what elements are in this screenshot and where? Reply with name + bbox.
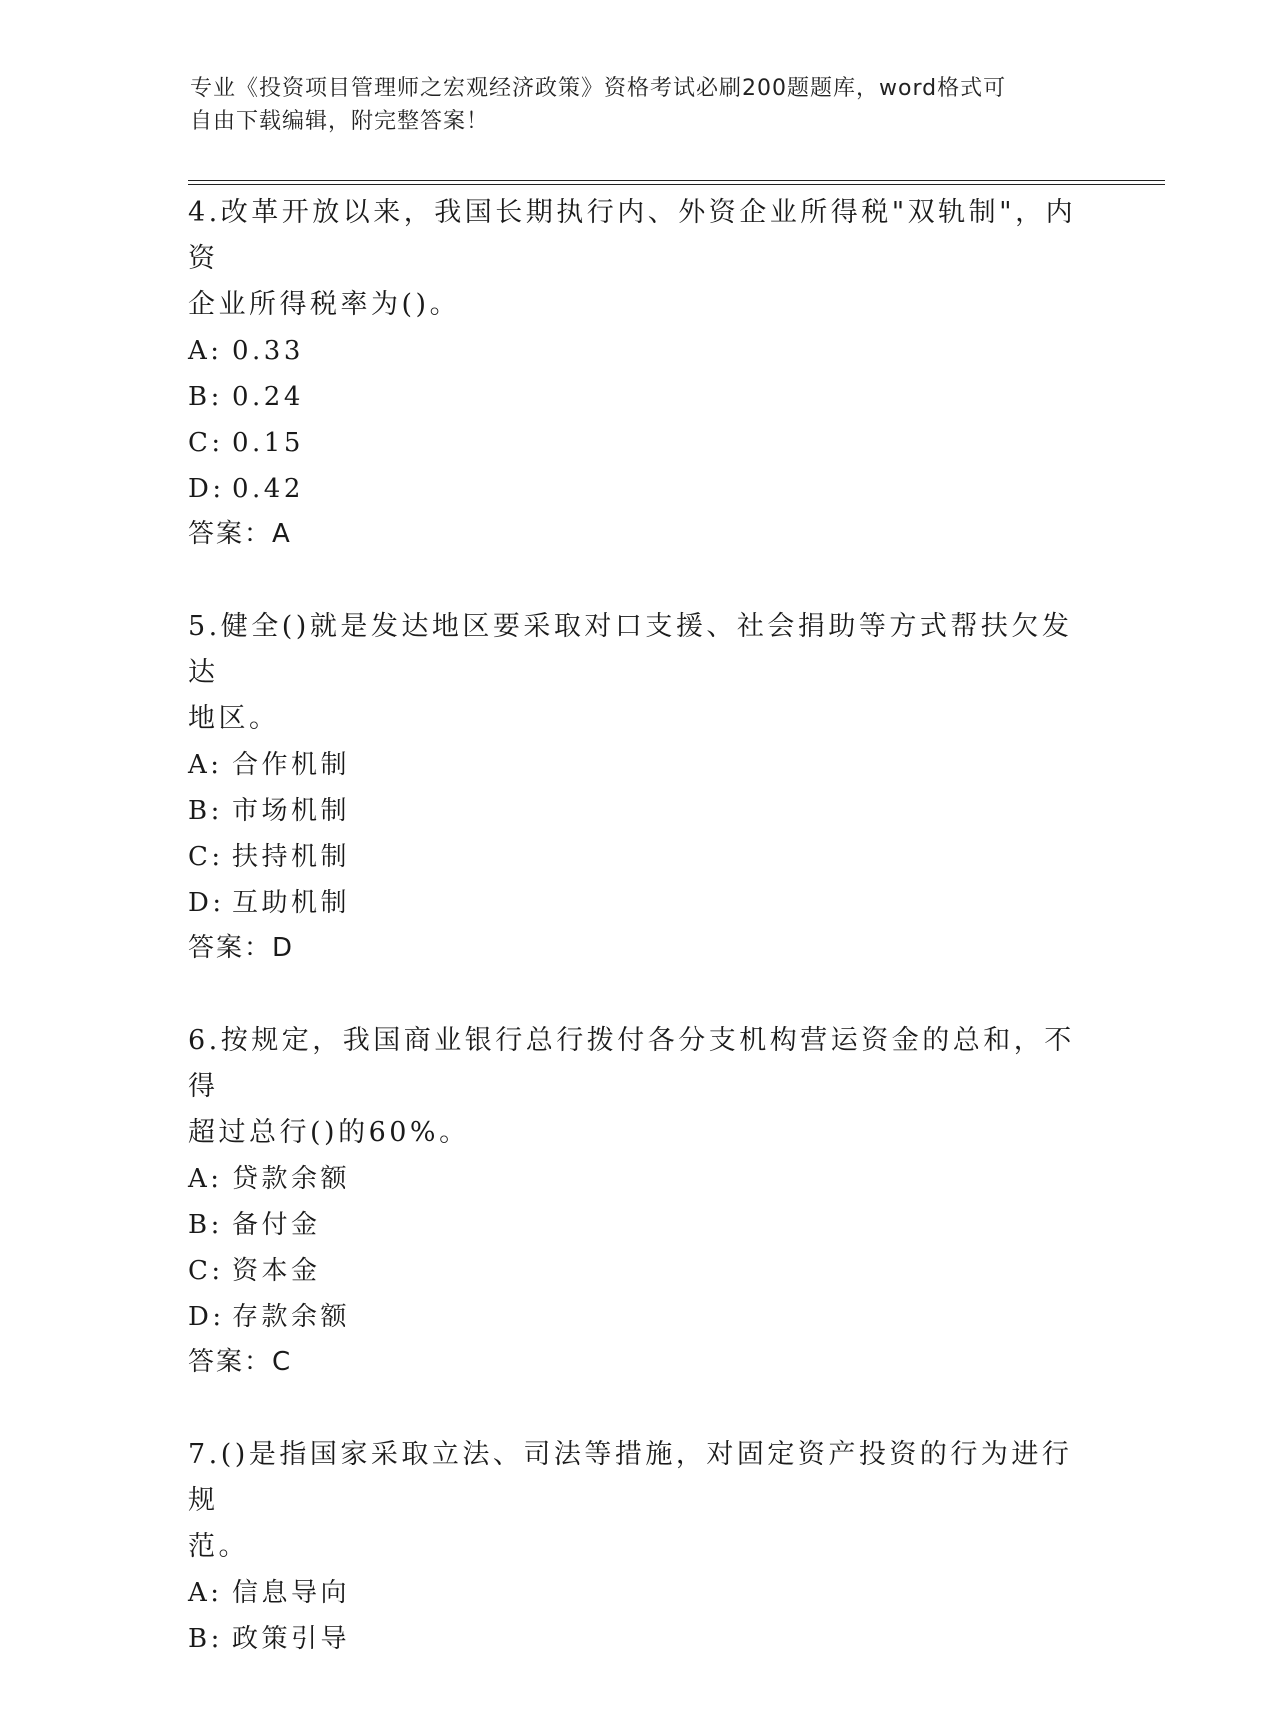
- option-text: 市场机制: [232, 796, 351, 826]
- option-letter: C:: [188, 428, 224, 458]
- question-stem-line: 4.改革开放以来，我国长期执行内、外资企业所得税"双轨制"，内资: [188, 197, 1077, 274]
- option-letter: D:: [188, 1302, 225, 1332]
- question-stem-line: 6.按规定，我国商业银行总行拨付各分支机构营运资金的总和，不得: [188, 1025, 1075, 1102]
- option-text: 0.24: [232, 382, 304, 412]
- option-letter: C:: [188, 1256, 224, 1286]
- question-stem-line: 5.健全()就是发达地区要采取对口支援、社会捐助等方式帮扶欠发达: [188, 611, 1073, 688]
- option-a: [188, 1570, 1088, 1616]
- option-text: 贷款余额: [232, 1164, 351, 1194]
- question-stem-line: 范。: [188, 1531, 249, 1562]
- option-letter: A:: [188, 1164, 223, 1194]
- option-letter: B:: [188, 796, 223, 826]
- option-letter: B:: [188, 382, 223, 412]
- option-text: 0.42: [232, 474, 304, 504]
- option-text: 资本金: [232, 1256, 321, 1286]
- option-a: [188, 1156, 1088, 1202]
- option-letter: B:: [188, 1624, 223, 1654]
- option-letter: A:: [188, 1578, 223, 1608]
- answer-line: 答案：D: [188, 933, 295, 963]
- question-list: [188, 190, 1088, 1710]
- question-5: [188, 604, 1088, 970]
- option-c: [188, 1248, 1088, 1294]
- option-text: 备付金: [232, 1210, 321, 1240]
- option-letter: C:: [188, 842, 224, 872]
- document-header: [190, 72, 1080, 138]
- question-stem-line: 超过总行()的60%。: [188, 1117, 470, 1148]
- option-a: [188, 328, 1088, 374]
- header-divider: [188, 180, 1165, 185]
- question-stem-line: 地区。: [188, 703, 280, 734]
- option-text: 政策引导: [232, 1624, 351, 1654]
- option-c: [188, 420, 1088, 466]
- option-letter: A:: [188, 336, 223, 366]
- option-b: [188, 788, 1088, 834]
- answer-line: 答案：A: [188, 519, 292, 549]
- option-letter: B:: [188, 1210, 223, 1240]
- question-stem-line: 7.()是指国家采取立法、司法等措施，对固定资产投资的行为进行规: [188, 1439, 1073, 1516]
- question-7: [188, 1432, 1088, 1662]
- option-b: [188, 374, 1088, 420]
- option-text: 信息导向: [232, 1578, 351, 1608]
- option-text: 存款余额: [232, 1302, 351, 1332]
- question-stem-line: 企业所得税率为()。: [188, 289, 461, 320]
- header-line-1: 专业《投资项目管理师之宏观经济政策》资格考试必刷200题题库，word格式可: [190, 76, 1007, 101]
- question-4: [188, 190, 1088, 556]
- option-c: [188, 834, 1088, 880]
- option-text: 扶持机制: [232, 842, 351, 872]
- option-letter: D:: [188, 474, 225, 504]
- option-d: [188, 1294, 1088, 1340]
- option-d: [188, 466, 1088, 512]
- option-text: 合作机制: [232, 750, 351, 780]
- question-6: [188, 1018, 1088, 1384]
- header-line-2: 自由下载编辑，附完整答案！: [190, 109, 490, 134]
- option-text: 0.33: [232, 336, 304, 366]
- option-b: [188, 1202, 1088, 1248]
- option-letter: A:: [188, 750, 223, 780]
- option-b: [188, 1616, 1088, 1662]
- option-d: [188, 880, 1088, 926]
- option-text: 互助机制: [232, 888, 351, 918]
- option-a: [188, 742, 1088, 788]
- option-text: 0.15: [232, 428, 304, 458]
- answer-line: 答案：C: [188, 1347, 293, 1377]
- option-letter: D:: [188, 888, 225, 918]
